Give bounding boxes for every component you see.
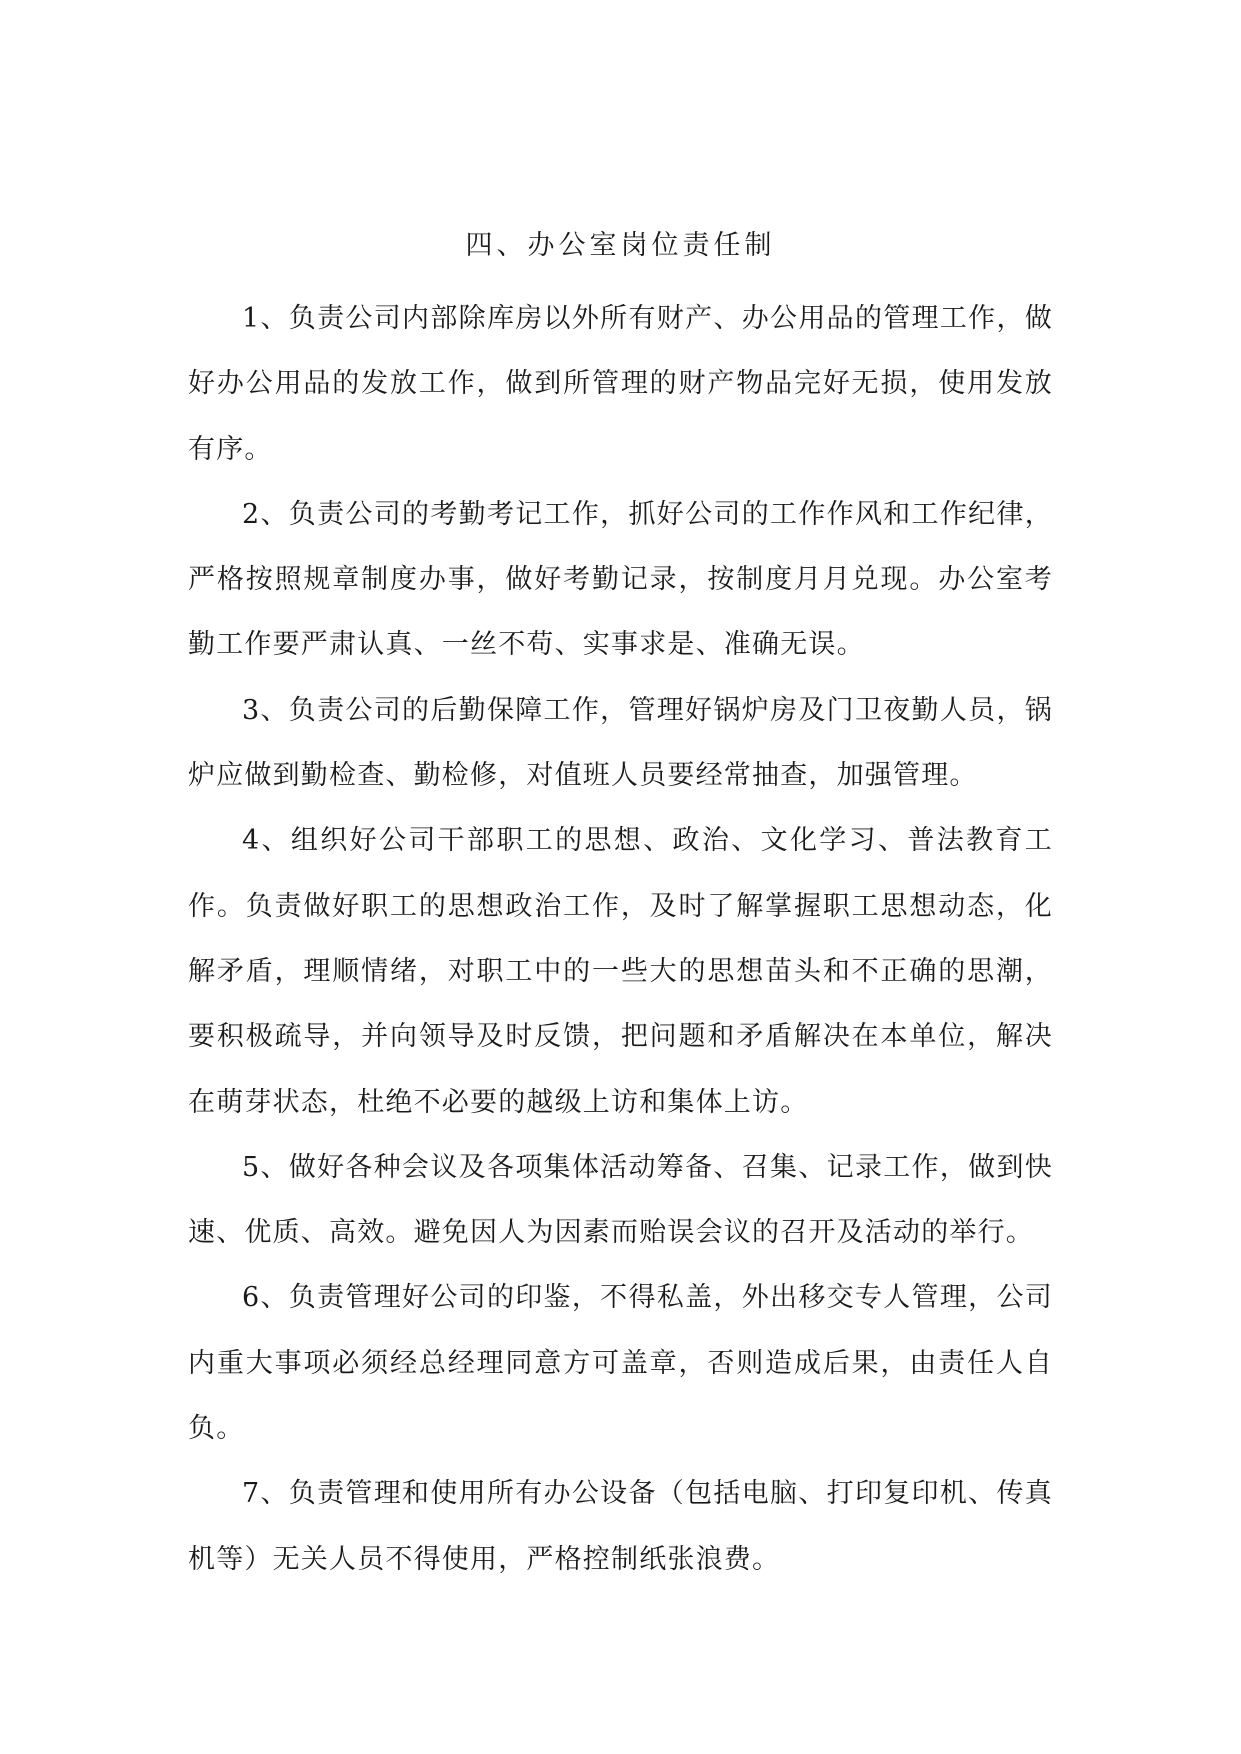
paragraph-6: 6、负责管理好公司的印鉴，不得私盖，外出移交专人管理，公司内重大事项必须经总经理同意方可盖章，否则造成后果，由责任人自负。 [188, 1282, 1053, 1445]
paragraph-7: 7、负责管理和使用所有办公设备（包括电脑、打印复印机、传真机等）无关人员不得使用，严格控制纸张浪费。 [188, 1478, 1053, 1575]
paragraph-4: 4、组织好公司干部职工的思想、政治、文化学习、普法教育工作。负责做好职工的思想政治工作，及时了解掌握职工思想动态，化解矛盾，理顺情绪，对职工中的一些大的思想苗头和不正确的思潮，要积极疏导，并向领导及时反馈，把问题和矛盾解决在本单位，解决在萌芽状态，杜绝不必要的越级上访和集体上访。 [188, 825, 1053, 1118]
paragraph-2: 2、负责公司的考勤考记工作，抓好公司的工作作风和工作纪律，严格按照规章制度办事，做好考勤记录，按制度月月兑现。办公室考勤工作要严肃认真、一丝不苟、实事求是、准确无误。 [188, 498, 1053, 661]
paragraph-1: 1、负责公司内部除库房以外所有财产、办公用品的管理工作，做好办公用品的发放工作，做到所管理的财产物品完好无损，使用发放有序。 [188, 303, 1053, 465]
paragraph-3: 3、负责公司的后勤保障工作，管理好锅炉房及门卫夜勤人员，锅炉应做到勤检查、勤检修，对值班人员要经常抽查，加强管理。 [188, 694, 1053, 792]
document-body [188, 226, 1053, 1592]
document-title: 四、办公室岗位责任制 [465, 230, 776, 261]
paragraph-5: 5、做好各种会议及各项集体活动筹备、召集、记录工作，做到快速、优质、高效。避免因人为因素而贻误会议的召开及活动的举行。 [188, 1151, 1053, 1249]
